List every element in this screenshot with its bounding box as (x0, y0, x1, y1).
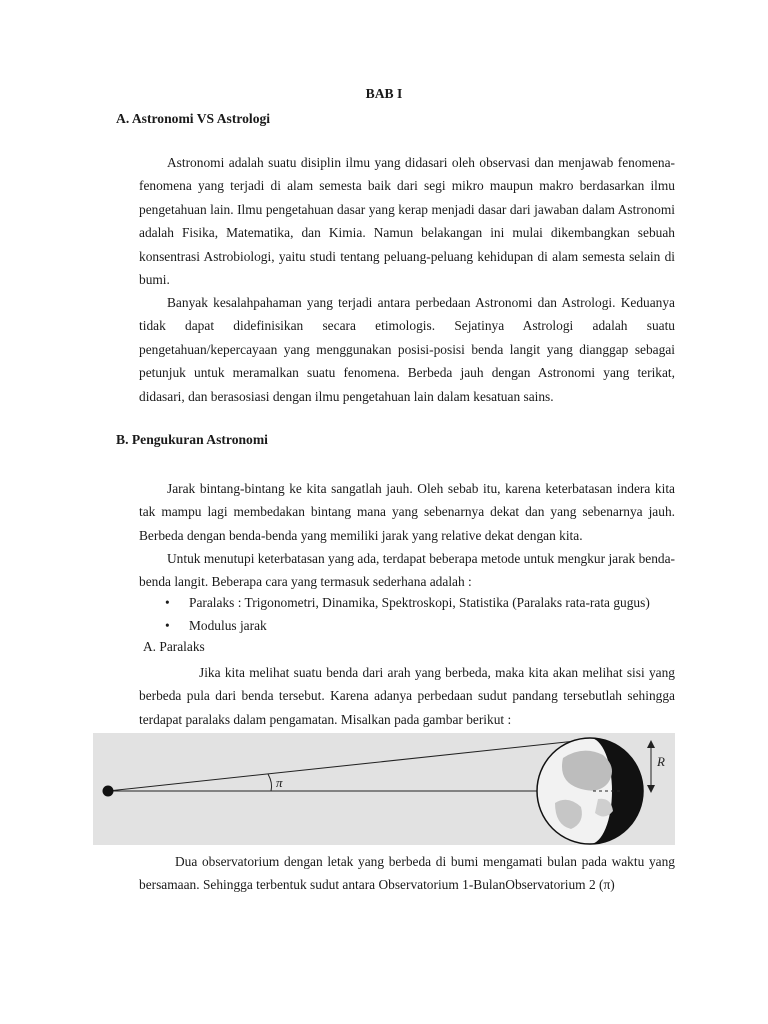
section-b-heading: B. Pengukuran Astronomi (116, 432, 268, 447)
section-a-paragraph-1: Astronomi adalah suatu disiplin ilmu yang didasari oleh observasi dan menjawab fenomena-fenomena yang terjadi di alam semesta baik dari segi mikro maupun makro berdasarkan ilmu pengetahuan lain. Ilmu pengetahuan dasar yang kerap menjadi dasar dari jawaban dalam Astronomi adalah Fisika, Matematika, dan Kimia. Namun belakangan ini mulai dikembangkan sebuah konsentrasi Astrobiologi, yaitu studi tentang peluang-peluang kehidupan di alam semesta selain di bumi. (139, 155, 675, 288)
method-list (139, 591, 679, 637)
bullet-icon: • (165, 595, 170, 610)
angle-label: π (276, 775, 283, 790)
radius-arrow (647, 740, 655, 793)
list-item: • Paralaks : Trigonometri, Dinamika, Spektroskopi, Statistika (Paralaks rata-rata gugus) (139, 591, 679, 614)
subsection-paralaks-heading: A. Paralaks (143, 639, 205, 654)
parallax-diagram (93, 733, 675, 845)
chapter-title: BAB I (365, 86, 403, 101)
sightline (108, 740, 585, 791)
angle-arc (268, 774, 272, 791)
section-a-heading: A. Astronomi VS Astrologi (116, 111, 271, 126)
section-b-paragraph-2: Untuk menutupi keterbatasan yang ada, terdapat beberapa metode untuk mengkur jarak benda-benda langit. Beberapa cara yang termasuk sederhana adalah : (139, 551, 675, 590)
section-b-paragraph-1: Jarak bintang-bintang ke kita sangatlah jauh. Oleh sebab itu, karena keterbatasan indera kita tak mampu lagi membedakan bintang mana yang sebenarnya dekat dan yang sebenarnya jauh. Berbeda dengan benda-benda yang memiliki jarak yang relative dekat dengan kita. (139, 481, 675, 543)
radius-label: R (657, 754, 665, 769)
moon-icon (537, 738, 643, 844)
paralaks-paragraph: Jika kita melihat suatu benda dari arah yang berbeda, maka kita akan melihat sisi yang berbeda pula dari benda tersebut. Karena adanya perbedaan sudut pandang tersebutlah sehingga terdapat paralaks dalam pengamatan. Misalkan pada gambar berikut : (139, 665, 675, 727)
parallax-figure (93, 733, 675, 845)
bullet-icon: • (165, 618, 170, 633)
list-item: • Modulus jarak (139, 614, 679, 637)
section-b-paragraph-4: Dua observatorium dengan letak yang berbeda di bumi mengamati bulan pada waktu yang bersamaan. Sehingga terbentuk sudut antara Observatorium 1-BulanObservatorium 2 (π) (139, 854, 675, 893)
section-a-paragraph-2: Banyak kesalahpahaman yang terjadi antara perbedaan Astronomi dan Astrologi. Keduanya tidak dapat didefinisikan secara etimologis. Sejatinya Astrologi adalah suatu pengetahuan/kepercayaan yang menggunakan posisi-posisi benda langit yang dianggap sebagai petunjuk untuk meramalkan suatu fenomena. Berbeda jauh dengan Astronomi yang terikat, didasari, dan berasosiasi dengan ilmu pengetahuan lain dalam kesatuan sains. (139, 295, 675, 404)
observer-point (103, 786, 114, 797)
